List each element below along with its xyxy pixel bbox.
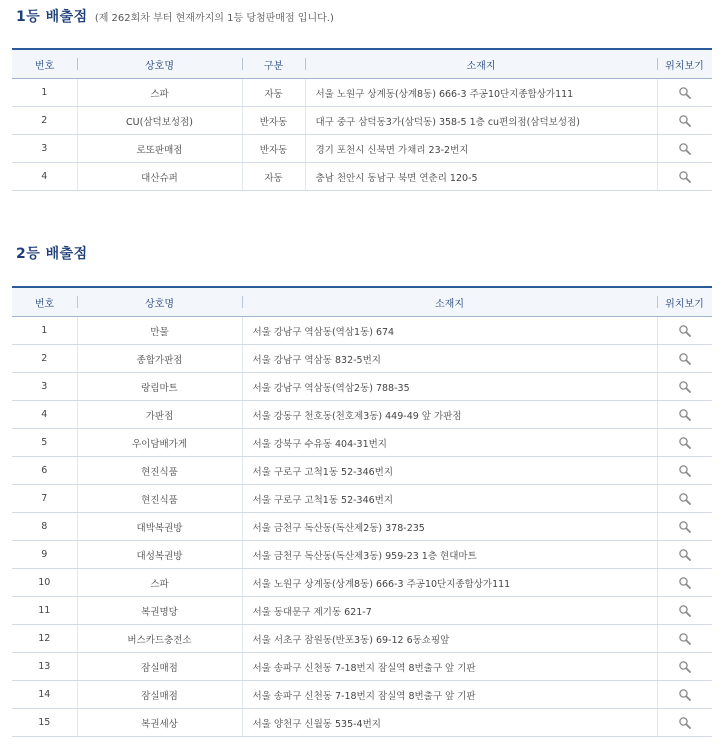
cell-no: 6 [12,457,77,485]
cell-name: 대박복권방 [77,513,242,541]
location-cell [657,317,712,345]
first-place-heading [16,6,334,26]
cell-address: 서울 강남구 역삼동(역삼2동) 788-35 [242,373,657,401]
cell-address: 서울 금천구 독산동(독산제2동) 378-235 [242,513,657,541]
cell-no: 11 [12,597,77,625]
cell-no: 15 [12,709,77,737]
search-icon[interactable] [678,548,692,562]
table-row [12,569,712,597]
search-icon[interactable] [678,520,692,534]
table-row [12,485,712,513]
search-icon[interactable] [678,380,692,394]
cell-name: 대산슈퍼 [77,163,242,191]
cell-address: 충남 천안시 동남구 북면 연춘리 120-5 [305,163,657,191]
cell-no: 3 [12,135,77,163]
location-cell [657,569,712,597]
cell-address: 서울 서초구 잠원동(반포3동) 69-12 6동쇼핑앞 [242,625,657,653]
cell-no: 2 [12,345,77,373]
table-row [12,317,712,345]
search-icon[interactable] [678,576,692,590]
search-icon[interactable] [678,408,692,422]
cell-no: 14 [12,681,77,709]
search-icon[interactable] [678,114,692,128]
location-cell [657,429,712,457]
cell-address: 서울 금천구 독산동(독산제3동) 959-23 1층 현대마트 [242,541,657,569]
location-cell [657,485,712,513]
search-icon[interactable] [678,716,692,730]
table-row [12,653,712,681]
location-cell [657,625,712,653]
cell-address: 서울 강남구 역삼동(역삼1동) 674 [242,317,657,345]
second-place-title: 2등 배출점 [16,246,88,262]
search-icon[interactable] [678,660,692,674]
table-row [12,79,712,107]
location-cell [657,401,712,429]
cell-no: 13 [12,653,77,681]
header-location: 위치보기 [657,49,712,79]
header-name: 상호명 [77,49,242,79]
location-cell [657,513,712,541]
search-icon[interactable] [678,142,692,156]
table-row [12,681,712,709]
cell-address: 서울 양천구 신월동 535-4번지 [242,709,657,737]
table-row [12,163,712,191]
cell-name: 현진식품 [77,485,242,513]
location-cell [657,457,712,485]
table-header-row [12,49,712,79]
search-icon[interactable] [678,352,692,366]
cell-type: 반자동 [242,135,305,163]
header-location: 위치보기 [657,287,712,317]
table-row [12,709,712,737]
cell-no: 10 [12,569,77,597]
cell-address: 서울 강동구 천호동(천호제3동) 449-49 앞 가판점 [242,401,657,429]
location-cell [657,345,712,373]
cell-no: 1 [12,317,77,345]
table-row [12,541,712,569]
cell-name: 복권세상 [77,709,242,737]
cell-no: 1 [12,79,77,107]
cell-name: 종합가판점 [77,345,242,373]
second-place-heading [16,243,88,263]
cell-address: 서울 구로구 고척1동 52-346번지 [242,485,657,513]
location-cell [657,597,712,625]
cell-name: 버스카드충전소 [77,625,242,653]
search-icon[interactable] [678,492,692,506]
cell-name: 잠실매점 [77,681,242,709]
location-cell [657,653,712,681]
cell-name: 대성복권방 [77,541,242,569]
table-row [12,373,712,401]
location-cell [657,107,712,135]
cell-no: 5 [12,429,77,457]
first-place-subtitle: (제 262회차 부터 현재까지의 1등 당첨판매점 입니다.) [94,13,334,24]
search-icon[interactable] [678,632,692,646]
location-cell [657,79,712,107]
cell-name: 스파 [77,79,242,107]
header-no: 번호 [12,287,77,317]
cell-name: 로또판매점 [77,135,242,163]
cell-no: 4 [12,163,77,191]
cell-address: 서울 송파구 신천동 7-18번지 잠실역 8번출구 앞 기판 [242,681,657,709]
header-name: 상호명 [77,287,242,317]
table-row [12,457,712,485]
table-row [12,401,712,429]
search-icon[interactable] [678,324,692,338]
header-address: 소재지 [305,49,657,79]
search-icon[interactable] [678,604,692,618]
header-no: 번호 [12,49,77,79]
cell-address: 대구 중구 삼덕동3가(삼덕동) 358-5 1층 cu편의점(삼덕보성점) [305,107,657,135]
cell-type: 반자동 [242,107,305,135]
cell-type: 자동 [242,163,305,191]
search-icon[interactable] [678,436,692,450]
table-header-row [12,287,712,317]
cell-no: 3 [12,373,77,401]
cell-name: 랑림마트 [77,373,242,401]
cell-address: 서울 강남구 역삼동 832-5번지 [242,345,657,373]
second-place-table [12,286,712,737]
cell-no: 12 [12,625,77,653]
cell-address: 경기 포천시 신북면 가채리 23-2번지 [305,135,657,163]
cell-name: 만물 [77,317,242,345]
table-row [12,513,712,541]
location-cell [657,163,712,191]
location-cell [657,135,712,163]
table-row [12,429,712,457]
table-row [12,135,712,163]
first-place-title: 1등 배출점 [16,9,88,25]
cell-no: 8 [12,513,77,541]
header-type: 구분 [242,49,305,79]
header-address: 소재지 [242,287,657,317]
cell-name: 우이담배가게 [77,429,242,457]
cell-name: 잠실매점 [77,653,242,681]
table-row [12,625,712,653]
cell-no: 9 [12,541,77,569]
location-cell [657,373,712,401]
search-icon[interactable] [678,464,692,478]
cell-name: CU(삼덕보성점) [77,107,242,135]
cell-name: 스파 [77,569,242,597]
search-icon[interactable] [678,688,692,702]
search-icon[interactable] [678,170,692,184]
cell-address: 서울 노원구 상계동(상계8동) 666-3 주공10단지종합상가111 [242,569,657,597]
cell-address: 서울 동대문구 제기동 621-7 [242,597,657,625]
table-row [12,597,712,625]
cell-type: 자동 [242,79,305,107]
table-row [12,345,712,373]
first-place-table [12,48,712,191]
cell-name: 현진식품 [77,457,242,485]
table-row [12,107,712,135]
location-cell [657,681,712,709]
cell-no: 4 [12,401,77,429]
cell-no: 2 [12,107,77,135]
location-cell [657,541,712,569]
search-icon[interactable] [678,86,692,100]
cell-address: 서울 구로구 고척1동 52-346번지 [242,457,657,485]
cell-address: 서울 송파구 신천동 7-18번지 잠실역 8번출구 앞 기판 [242,653,657,681]
cell-name: 가판점 [77,401,242,429]
cell-address: 서울 강북구 수유동 404-31번지 [242,429,657,457]
cell-name: 복권명당 [77,597,242,625]
cell-no: 7 [12,485,77,513]
location-cell [657,709,712,737]
cell-address: 서울 노원구 상계동(상계8동) 666-3 주공10단지종합상가111 [305,79,657,107]
